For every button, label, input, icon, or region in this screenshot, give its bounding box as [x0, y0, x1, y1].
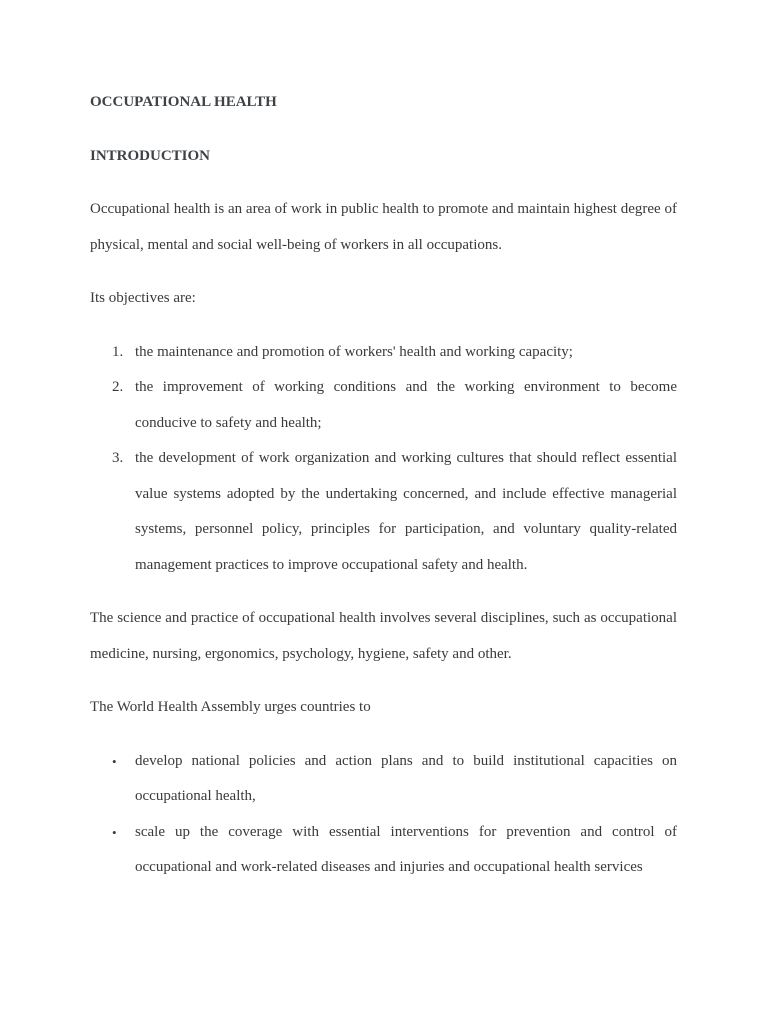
- list-number: 2.: [112, 379, 124, 395]
- list-item: [90, 335, 677, 371]
- bullet-icon: •: [112, 824, 117, 840]
- list-number: 3.: [112, 450, 124, 466]
- intro-paragraph: Occupational health is an area of work in public health to promote and maintain highest degree of physical, mental and social well-being of workers in all occupations.: [90, 201, 677, 253]
- list-number: 1.: [112, 343, 124, 360]
- list-item: [90, 370, 677, 441]
- list-item-text: the maintenance and promotion of workers' health and working capacity;: [135, 343, 573, 360]
- science-paragraph: The science and practice of occupational health involves several disciplines, such as occupational medicine, nursing, ergonomics, psychology, hygiene, safety and other.: [90, 610, 677, 662]
- section-heading-introduction: INTRODUCTION: [90, 148, 211, 164]
- list-item: [90, 815, 677, 886]
- list-item: [90, 744, 677, 815]
- objectives-lead: Its objectives are:: [90, 290, 196, 306]
- list-item-text: scale up the coverage with essential interventions for prevention and control of occupational and work-related diseases and injuries and occupational health services: [135, 823, 677, 875]
- bullet-icon: •: [112, 753, 117, 769]
- list-item-text: the improvement of working conditions and the working environment to become conducive to safety and health;: [135, 379, 677, 431]
- wha-lead: The World Health Assembly urges countries to: [90, 699, 371, 715]
- wha-list: [90, 744, 677, 886]
- document-page: [90, 92, 677, 886]
- document-title: OCCUPATIONAL HEALTH: [90, 94, 277, 110]
- list-item: [90, 441, 677, 583]
- list-item-text: develop national policies and action plans and to build institutional capacities on occupational health,: [135, 752, 677, 804]
- objectives-list: [90, 335, 677, 584]
- list-item-text: the development of work organization and working cultures that should reflect essential value systems adopted by the undertaking concerned, and include effective managerial systems, personnel policy, principles for participation, and voluntary quality-related management practices to improve occupational safety and health.: [135, 450, 677, 573]
